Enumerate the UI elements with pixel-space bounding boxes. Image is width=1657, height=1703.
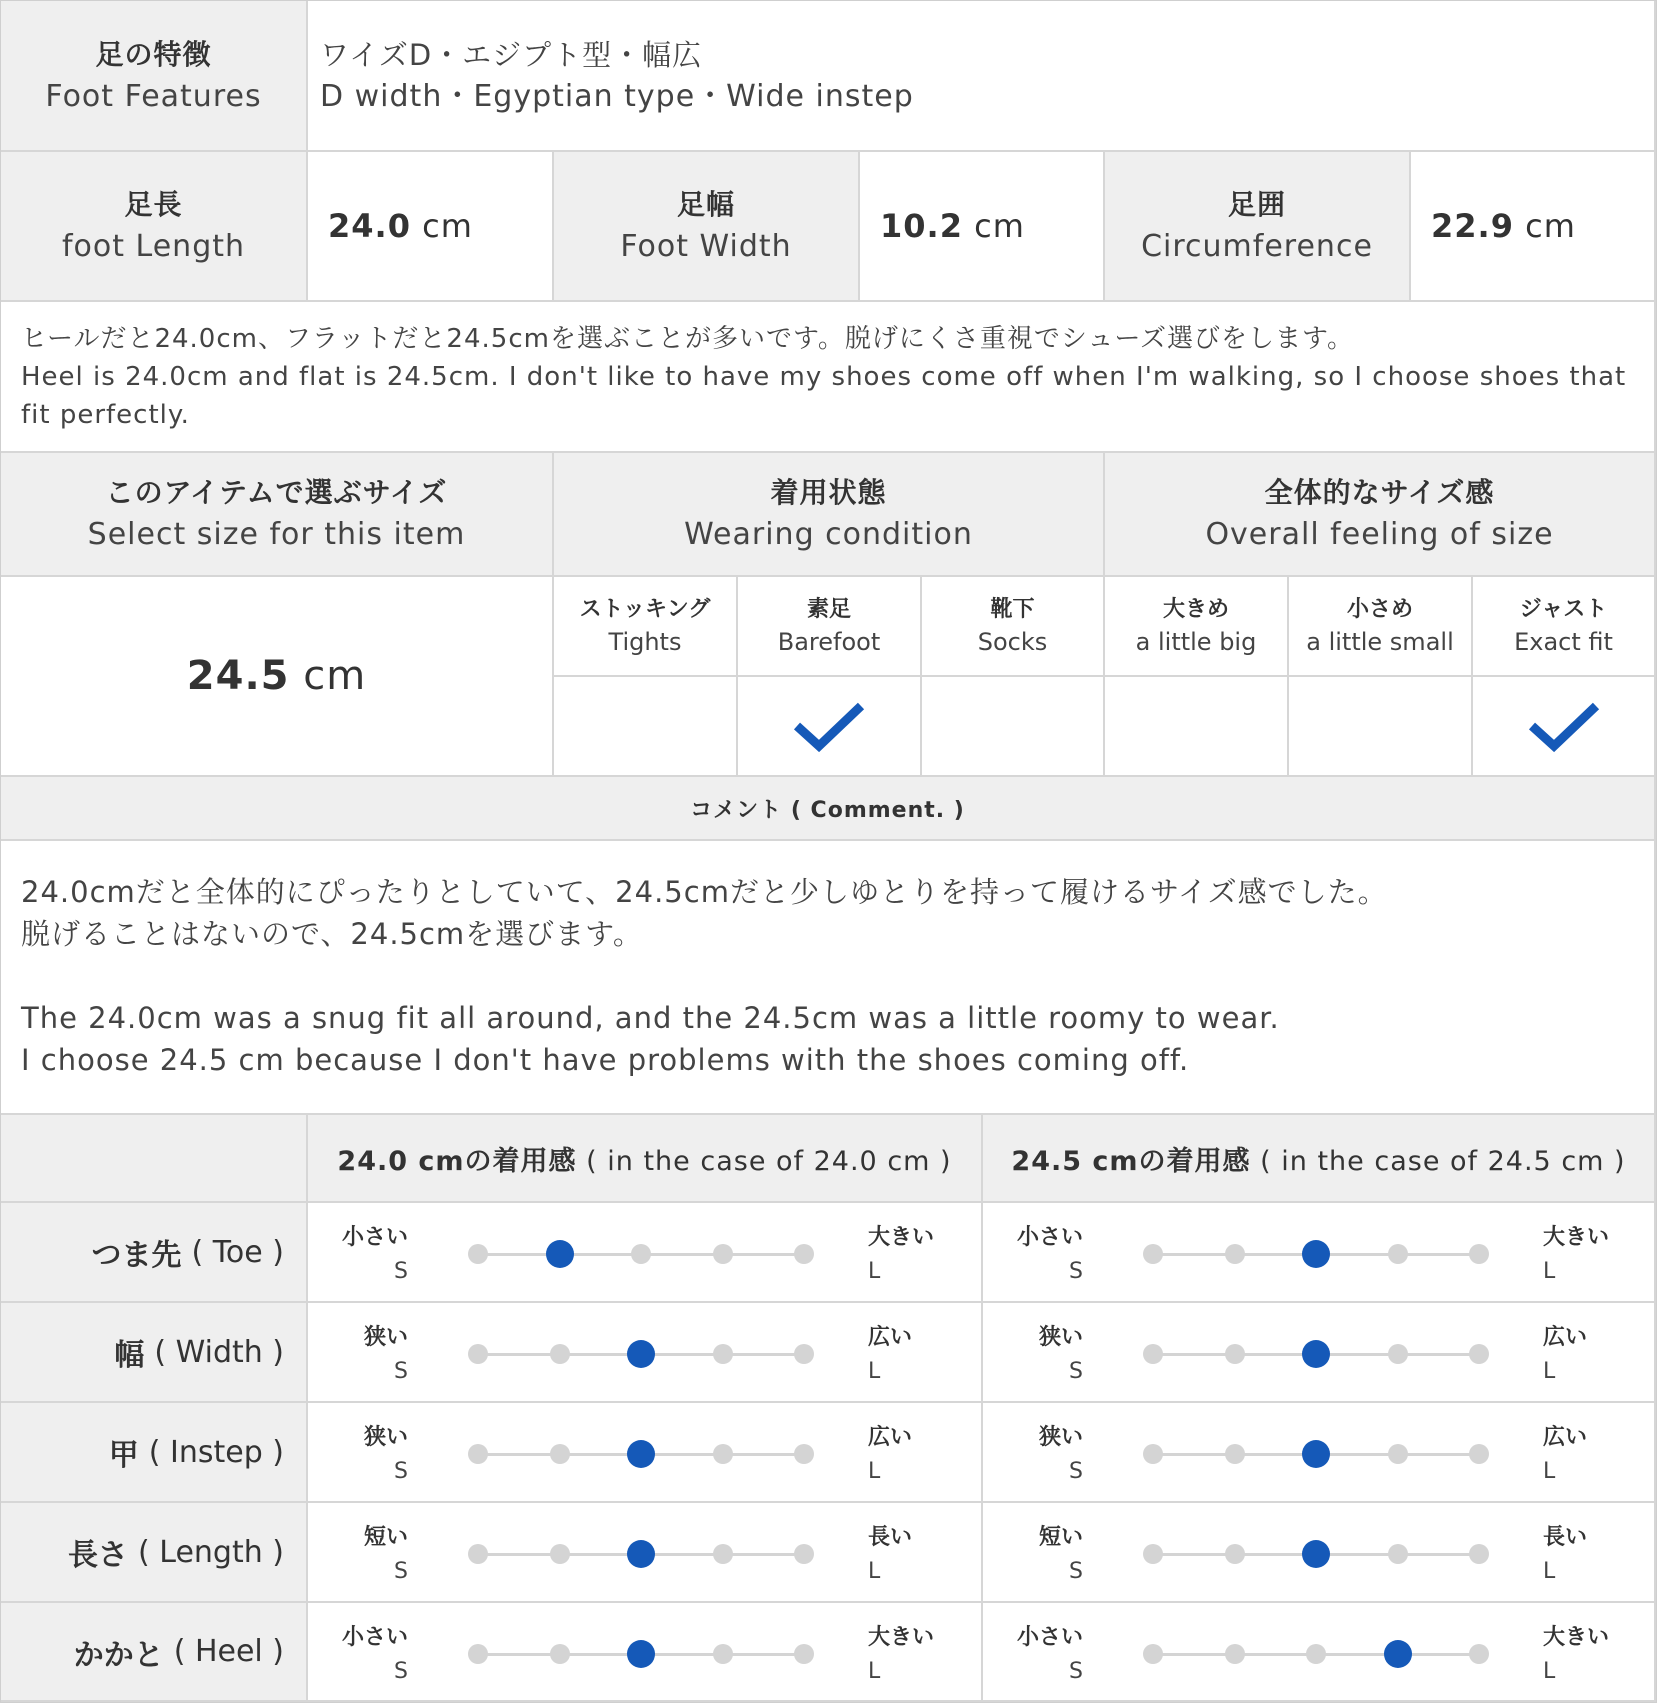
scale-dot [550,1644,570,1664]
scale-left-jp: 短い [363,1525,408,1550]
scale-left-label [1013,1321,1083,1389]
fit-row-label-width [1,1303,308,1403]
fit-scale-toe-24-5 [983,1203,1656,1303]
condition-barefoot-header [738,577,922,677]
header-overall-feeling [1105,453,1656,577]
fit-scale-length-24-5 [983,1503,1656,1603]
features-label-cell [1,1,308,152]
foot-width-jp: 足幅 [676,188,735,221]
foot-length-unit: cm [422,207,473,245]
scale-right-jp: 大きい [1543,1225,1610,1250]
selected-size-unit: cm [303,653,367,699]
fit-scale-toe-24-0 [308,1203,983,1303]
scale-dot [1225,1644,1245,1664]
scale-dot [468,1244,488,1264]
scale-dot [713,1244,733,1264]
fit-header-24-5-en: ( in the case of 24.5 cm ) [1260,1145,1626,1177]
scale-dot-selected [627,1640,655,1668]
scale-left-size: S [394,1259,408,1284]
foot-width-unit: cm [974,207,1025,245]
foot-length-num: 24.0 [328,207,411,245]
fit-scale-width-24-5 [983,1303,1656,1403]
scale-right-jp: 広い [868,1425,913,1450]
foot-width-value [860,152,1105,302]
header-select-size [1,453,554,577]
scale-dot [713,1544,733,1564]
scale-dot [550,1444,570,1464]
scale-dot [1225,1444,1245,1464]
scale-dot [1469,1244,1489,1264]
features-label-en: Foot Features [45,78,262,114]
scale-dot [1143,1244,1163,1264]
condition-tights-en: Tights [608,628,682,656]
checkmark-icon [1524,696,1604,756]
header-wearing-condition [554,453,1105,577]
condition-tights-check-cell [554,677,738,777]
scale-dot [1306,1644,1326,1664]
comment-en-line1: The 24.0cm was a snug fit all around, and the 24.5cm was a little roomy to wear. [21,1001,1280,1035]
scale-dot [468,1544,488,1564]
foot-length-label [1,152,308,302]
feeling-little-big-jp: 大きめ [1162,597,1229,622]
circumference-num: 22.9 [1431,207,1514,245]
scale-dot [794,1544,814,1564]
scale-right-size: L [1543,1659,1556,1684]
scale-dot [550,1544,570,1564]
scale-dot [550,1344,570,1364]
fit-row-label-en: ( Length ) [138,1534,284,1570]
condition-socks-jp: 靴下 [990,597,1035,622]
scale-dot [1143,1444,1163,1464]
fit-row-label-heel [1,1603,308,1702]
scale-right-size: L [868,1559,881,1584]
header-select-size-jp: このアイテムで選ぶサイズ [105,476,448,509]
comment-header-en: ( Comment. ) [790,797,965,823]
feeling-exact-fit-check-cell [1473,677,1656,777]
features-value-cell [308,1,1656,152]
comment-body [1,841,1656,1115]
scale-right-size: L [1543,1259,1556,1284]
scale-dot [1225,1544,1245,1564]
scale-dot [468,1344,488,1364]
scale-left-label [338,1421,408,1489]
note-cell [1,302,1656,453]
fit-row-label-jp: 長さ [68,1538,129,1573]
scale-left-label [1013,1621,1083,1689]
features-value-jp: ワイズD・エジプト型・幅広 [320,37,703,72]
condition-tights-jp: ストッキング [579,597,711,622]
scale-left-size: S [1069,1559,1083,1584]
scale-dot [1143,1644,1163,1664]
scale-dot [1143,1344,1163,1364]
scale-left-size: S [394,1559,408,1584]
fit-row-label-en: ( Heel ) [173,1634,284,1669]
fit-header-blank [1,1115,308,1203]
scale-dot [1388,1544,1408,1564]
scale-right-jp: 広い [1543,1325,1588,1350]
condition-barefoot-jp: 素足 [806,597,851,622]
scale-dot [1388,1444,1408,1464]
scale-dot-selected [1302,1440,1330,1468]
scale-right-label [868,1521,912,1589]
scale-left-size: S [394,1459,408,1484]
scale-left-size: S [1069,1259,1083,1284]
scale-dot-selected [627,1540,655,1568]
scale-dot [1469,1444,1489,1464]
scale-dot [713,1344,733,1364]
fit-row-label-en: ( Toe ) [191,1234,284,1270]
feeling-little-big-en: a little big [1135,628,1257,656]
scale-dot [713,1644,733,1664]
scale-left-size: S [394,1359,408,1384]
scale-right-jp: 大きい [1543,1625,1610,1650]
scale-dot-selected [627,1340,655,1368]
scale-left-jp: 小さい [1016,1625,1083,1650]
scale-right-label [868,1421,912,1489]
scale-left-jp: 小さい [341,1625,408,1650]
fit-row-label-jp: 幅 [114,1338,145,1373]
scale-right-label [1543,1421,1587,1489]
circumference-en: Circumference [1141,229,1373,264]
scale-left-label [1013,1421,1083,1489]
checkmark-icon [789,696,869,756]
scale-dot [794,1644,814,1664]
scale-dot [794,1444,814,1464]
fit-scale-instep-24-0 [308,1403,983,1503]
scale-left-jp: 短い [1038,1525,1083,1550]
condition-socks-en: Socks [977,628,1048,656]
scale-left-size: S [394,1659,408,1684]
circumference-unit: cm [1525,207,1576,245]
fit-row-label-instep [1,1403,308,1503]
features-value-en: D width・Egyptian type・Wide instep [320,78,914,114]
fit-scale-heel-24-5 [983,1603,1656,1702]
scale-dot [1469,1644,1489,1664]
scale-left-jp: 小さい [1016,1225,1083,1250]
scale-left-size: S [1069,1459,1083,1484]
fit-header-24-0 [308,1115,983,1203]
feeling-little-small-check-cell [1289,677,1473,777]
fit-row-label-en: ( Width ) [154,1334,284,1370]
foot-width-en: Foot Width [620,229,792,264]
scale-dot [1225,1244,1245,1264]
feeling-exact-fit-en: Exact fit [1514,628,1613,656]
condition-socks-check-cell [922,677,1105,777]
fit-row-label-en: ( Instep ) [148,1434,284,1470]
feeling-exact-fit-header [1473,577,1656,677]
comment-en-line2: I choose 24.5 cm because I don't have problems with the shoes coming off. [21,1043,1190,1077]
feeling-little-small-jp: 小さめ [1346,597,1413,622]
header-select-size-en: Select size for this item [87,517,466,552]
scale-dot-selected [1302,1540,1330,1568]
header-wearing-jp: 着用状態 [770,476,887,509]
scale-left-jp: 狭い [363,1425,408,1450]
note-en: Heel is 24.0cm and flat is 24.5cm. I don't like to have my shoes come off when I'm walking, so I choose shoes that fit perfectly. [21,362,1627,430]
features-label-jp: 足の特徴 [95,37,212,71]
selected-size-num: 24.5 [186,653,290,699]
scale-right-label [1543,1621,1609,1689]
condition-socks-header [922,577,1105,677]
feeling-little-small-en: a little small [1306,628,1454,656]
comment-jp-line2: 脱げることはないので、24.5cmを選びます。 [21,917,643,951]
scale-dot [713,1444,733,1464]
scale-dot-selected [546,1240,574,1268]
scale-right-label [1543,1221,1609,1289]
note-jp: ヒールだと24.0cm、フラットだと24.5cmを選ぶことが多いです。脱げにくさ重視でシューズ選びをします。 [21,324,1354,354]
scale-dot [631,1244,651,1264]
scale-right-label [1543,1521,1587,1589]
scale-right-label [1543,1321,1587,1389]
scale-dot [1225,1344,1245,1364]
fit-row-label-toe [1,1203,308,1303]
scale-right-size: L [868,1259,881,1284]
scale-right-jp: 広い [868,1325,913,1350]
feeling-little-big-header [1105,577,1289,677]
foot-length-jp: 足長 [124,188,183,221]
fit-row-label-jp: つま先 [91,1238,182,1273]
scale-left-jp: 狭い [1038,1325,1083,1350]
circumference-jp: 足囲 [1227,188,1286,221]
scale-right-size: L [1543,1559,1556,1584]
scale-right-jp: 大きい [868,1225,935,1250]
scale-left-label [338,1621,408,1689]
scale-right-jp: 広い [1543,1425,1588,1450]
scale-right-jp: 大きい [868,1625,935,1650]
condition-barefoot-check-cell [738,677,922,777]
comment-header [1,777,1656,841]
scale-dot [1469,1544,1489,1564]
selected-size-cell [1,577,554,777]
scale-left-label [338,1321,408,1389]
fit-header-24-0-en: ( in the case of 24.0 cm ) [586,1145,952,1177]
scale-right-jp: 長い [1543,1525,1588,1550]
scale-right-jp: 長い [868,1525,913,1550]
foot-length-en: foot Length [61,229,246,264]
scale-dot-selected [1384,1640,1412,1668]
scale-right-label [868,1621,934,1689]
scale-left-label [338,1221,408,1289]
circumference-value [1411,152,1656,302]
scale-left-jp: 小さい [341,1225,408,1250]
fit-header-24-0-jp: 24.0 cmの着用感 [337,1145,577,1177]
scale-left-jp: 狭い [1038,1425,1083,1450]
comment-jp-line1: 24.0cmだと全体的にぴったりとしていて、24.5cmだと少しゆとりを持って履けるサイズ感でした。 [21,875,1388,909]
foot-length-value [308,152,554,302]
scale-dot [1143,1544,1163,1564]
scale-left-jp: 狭い [363,1325,408,1350]
scale-right-label [868,1221,934,1289]
scale-left-label [1013,1521,1083,1589]
fit-scale-heel-24-0 [308,1603,983,1702]
scale-right-label [868,1321,912,1389]
condition-barefoot-en: Barefoot [777,628,881,656]
fit-row-label-jp: かかと [73,1637,164,1673]
scale-dot [468,1644,488,1664]
scale-dot-selected [1302,1340,1330,1368]
scale-dot [1388,1244,1408,1264]
scale-dot [794,1244,814,1264]
condition-tights-header [554,577,738,677]
scale-right-size: L [868,1459,881,1484]
scale-right-size: L [868,1659,881,1684]
scale-dot [468,1444,488,1464]
feeling-little-big-check-cell [1105,677,1289,777]
scale-dot-selected [627,1440,655,1468]
fit-header-24-5 [983,1115,1656,1203]
scale-right-size: L [1543,1359,1556,1384]
scale-dot [1469,1344,1489,1364]
comment-header-jp: コメント [690,797,783,823]
scale-right-size: L [868,1359,881,1384]
fit-row-label-jp: 甲 [108,1438,139,1473]
scale-right-size: L [1543,1459,1556,1484]
scale-left-label [1013,1221,1083,1289]
scale-dot [794,1344,814,1364]
scale-dot [1388,1344,1408,1364]
circumference-label [1105,152,1411,302]
scale-left-size: S [1069,1659,1083,1684]
fit-scale-length-24-0 [308,1503,983,1603]
fit-scale-instep-24-5 [983,1403,1656,1503]
fit-header-24-5-jp: 24.5 cmの着用感 [1011,1145,1251,1177]
scale-left-label [338,1521,408,1589]
feeling-little-small-header [1289,577,1473,677]
feeling-exact-fit-jp: ジャスト [1519,597,1608,622]
header-wearing-en: Wearing condition [684,517,973,552]
fit-scale-width-24-0 [308,1303,983,1403]
foot-width-label [554,152,860,302]
foot-width-num: 10.2 [880,207,963,245]
header-overall-jp: 全体的なサイズ感 [1264,476,1495,509]
scale-dot-selected [1302,1240,1330,1268]
header-overall-en: Overall feeling of size [1205,517,1554,552]
fit-row-label-length [1,1503,308,1603]
scale-left-size: S [1069,1359,1083,1384]
